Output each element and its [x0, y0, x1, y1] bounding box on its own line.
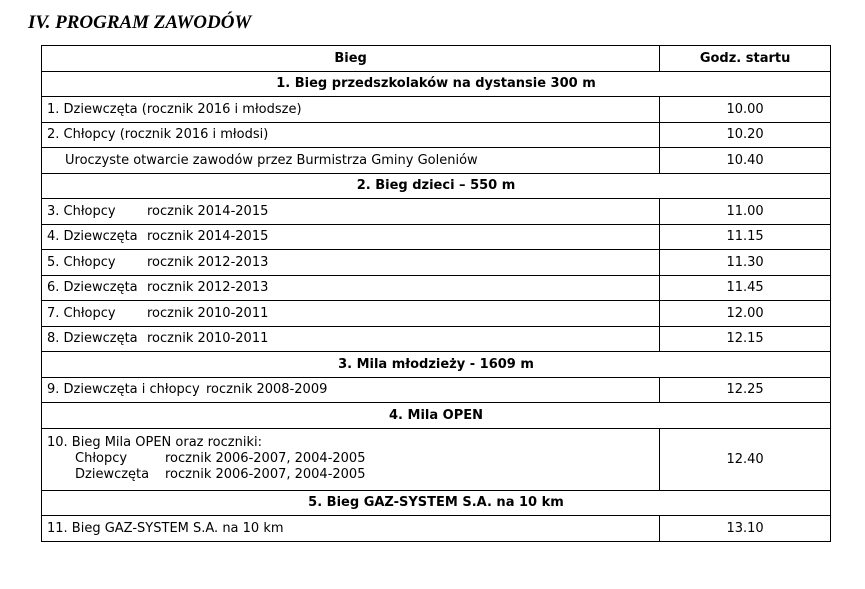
sub-category-row: [47, 451, 654, 467]
race-name: [42, 377, 660, 403]
start-time: 10.20: [660, 122, 831, 148]
race-category: 3. Chłopcy: [47, 203, 116, 219]
start-time: 12.00: [660, 301, 831, 327]
race-years: rocznik 2014-2015: [147, 229, 269, 245]
section-row: [42, 352, 831, 378]
race-category: 4. Dziewczęta: [47, 229, 138, 245]
section-title: 3. Mila młodzieży - 1609 m: [42, 352, 831, 378]
table-row: [42, 224, 831, 250]
table-row: [42, 428, 831, 490]
race-name: [42, 275, 660, 301]
race-category: 5. Chłopcy: [47, 254, 116, 270]
program-table: [41, 45, 831, 542]
section-title: 1. Bieg przedszkolaków na dystansie 300 m: [42, 71, 831, 97]
start-time: 11.45: [660, 275, 831, 301]
section-title: 4. Mila OPEN: [42, 403, 831, 429]
table-row: [42, 377, 831, 403]
race-name: Uroczyste otwarcie zawodów przez Burmistrza Gminy Goleniów: [42, 148, 660, 174]
race-name: [42, 326, 660, 352]
sub-category-row: [47, 467, 654, 483]
section-row: [42, 71, 831, 97]
start-time: 11.15: [660, 224, 831, 250]
table-row: [42, 516, 831, 542]
race-years: rocznik 2010-2011: [147, 305, 269, 321]
start-time: 11.30: [660, 250, 831, 276]
race-label: 10. Bieg Mila OPEN oraz roczniki:: [47, 435, 262, 450]
table-row: [42, 250, 831, 276]
page-title: IV. PROGRAM ZAWODÓW: [28, 12, 252, 33]
race-years: rocznik 2006-2007, 2004-2005: [165, 467, 366, 482]
race-years: rocznik 2012-2013: [147, 280, 269, 296]
start-time: 10.00: [660, 97, 831, 123]
section-row: [42, 173, 831, 199]
table-row: [42, 199, 831, 225]
race-category: 7. Chłopcy: [47, 305, 116, 321]
start-time: 12.40: [660, 428, 831, 490]
race-years: rocznik 2008-2009: [206, 382, 328, 398]
race-name: [42, 428, 660, 490]
race-years: rocznik 2006-2007, 2004-2005: [165, 451, 366, 466]
table-row: [42, 97, 831, 123]
section-title: 2. Bieg dzieci – 550 m: [42, 173, 831, 199]
race-years: rocznik 2010-2011: [147, 331, 269, 347]
table-row: [42, 326, 831, 352]
table-row: [42, 122, 831, 148]
section-row: [42, 490, 831, 516]
race-name: 11. Bieg GAZ-SYSTEM S.A. na 10 km: [42, 516, 660, 542]
race-category: Dziewczęta: [75, 467, 150, 482]
race-category: 9. Dziewczęta i chłopcy: [47, 382, 200, 398]
race-category: 6. Dziewczęta: [47, 280, 138, 296]
section-title: 5. Bieg GAZ-SYSTEM S.A. na 10 km: [42, 490, 831, 516]
race-name: [42, 199, 660, 225]
race-category: 8. Dziewczęta: [47, 331, 138, 347]
race-name: [42, 250, 660, 276]
table-row: [42, 301, 831, 327]
start-time: 12.15: [660, 326, 831, 352]
race-name: [42, 301, 660, 327]
start-time: 12.25: [660, 377, 831, 403]
section-row: [42, 403, 831, 429]
race-years: rocznik 2012-2013: [147, 254, 269, 270]
column-header-godz-startu: Godz. startu: [660, 46, 831, 72]
start-time: 13.10: [660, 516, 831, 542]
table-header-row: [42, 46, 831, 72]
column-header-bieg: Bieg: [42, 46, 660, 72]
race-name: 1. Dziewczęta (rocznik 2016 i młodsze): [42, 97, 660, 123]
start-time: 11.00: [660, 199, 831, 225]
race-name: 2. Chłopcy (rocznik 2016 i młodsi): [42, 122, 660, 148]
table-row: [42, 148, 831, 174]
race-name: [42, 224, 660, 250]
race-category: Chłopcy: [75, 451, 128, 466]
table-row: [42, 275, 831, 301]
race-years: rocznik 2014-2015: [147, 203, 269, 219]
start-time: 10.40: [660, 148, 831, 174]
